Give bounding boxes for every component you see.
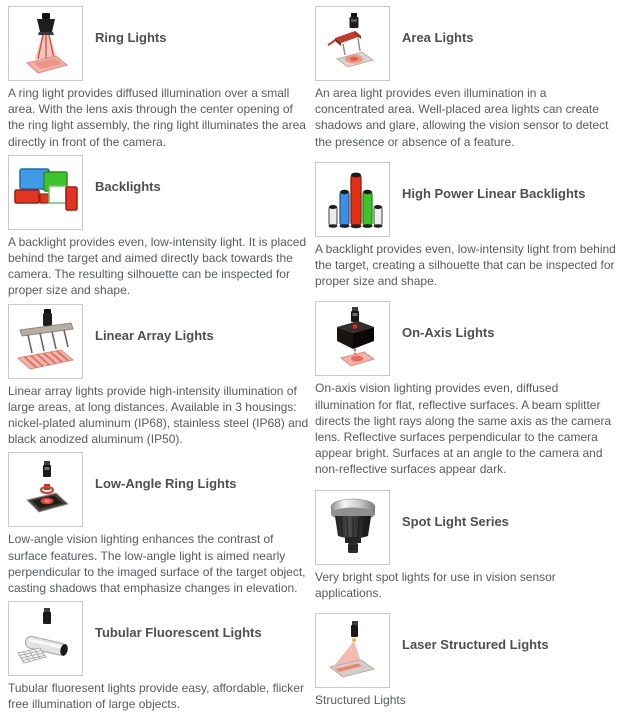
on-axis-lights-title: On-Axis Lights (402, 325, 495, 341)
column-left (8, 6, 309, 720)
laser-structured-lights-description: Structured Lights (315, 693, 406, 708)
light-entry-linear-array-lights (8, 304, 309, 448)
tubular-fluorescent-lights-thumbnail[interactable] (8, 601, 83, 676)
ring-lights-title: Ring Lights (95, 30, 167, 45)
area-lights-thumbnail[interactable] (315, 6, 390, 81)
light-entry-tubular-fluorescent-lights (8, 601, 309, 712)
high-power-linear-backlights-icon (318, 164, 388, 234)
light-entry-spot-light-series (315, 490, 616, 601)
spot-light-series-title: Spot Light Series (402, 513, 509, 529)
ring-lights-icon (11, 9, 81, 79)
linear-array-lights-title: Linear Array Lights (95, 327, 214, 343)
low-angle-ring-lights-title: Low-Angle Ring Lights (95, 476, 237, 492)
on-axis-lights-icon (318, 304, 388, 374)
column-right (315, 6, 616, 720)
tubular-fluorescent-lights-title: Tubular Fluorescent Lights (95, 625, 262, 641)
laser-structured-lights-icon (318, 616, 388, 686)
linear-array-lights-thumbnail[interactable] (8, 304, 83, 379)
area-lights-title: Area Lights (402, 30, 474, 45)
spot-light-series-description: Very bright spot lights for use in vision sensor applications. (315, 569, 556, 600)
backlights-title: Backlights (95, 178, 161, 194)
linear-array-lights-description: Linear array lights provide high-intensity illumination of large areas, at long distances. Available in 3 housings: nickel-plated aluminum (IP68), stainless steel (IP68) and black anodized aluminum (IP50). (8, 383, 309, 447)
backlights-description: A backlight provides even, low-intensity light. It is placed behind the target and aimed directly back towards the camera. The resulting silhouette can be inspected for proper size and shape. (8, 234, 307, 298)
low-angle-ring-lights-icon (11, 455, 81, 525)
area-lights-icon (318, 9, 388, 79)
laser-structured-lights-thumbnail[interactable] (315, 613, 390, 688)
light-entry-on-axis-lights (315, 301, 616, 477)
low-angle-ring-lights-thumbnail[interactable] (8, 452, 83, 527)
high-power-linear-backlights-thumbnail[interactable] (315, 162, 390, 237)
on-axis-lights-description: On-axis vision lighting provides even, diffused illumination for flat, reflective surfaces. A beam splitter directs the light rays along the same axis as the camera lens. Reflective surfaces perpendicular to the camera appear bright. Surfaces at an angle to the camera and non-reflective surfaces appear dark. (315, 381, 612, 477)
high-power-linear-backlights-description: A backlight provides even, low-intensity light from behind the target, creating a silhouette that can be inspected for proper size and shape. (315, 241, 616, 289)
high-power-linear-backlights-title: High Power Linear Backlights (402, 185, 586, 201)
backlights-thumbnail[interactable] (8, 155, 83, 230)
on-axis-lights-thumbnail[interactable] (315, 301, 390, 376)
tubular-fluorescent-lights-icon (11, 604, 81, 674)
low-angle-ring-lights-description: Low-angle vision lighting enhances the contrast of surface features. The low-angle light is aimed nearly perpendicular to the imaged surface of the target object, casting shadows that emphasize changes in elevation. (8, 532, 306, 596)
spot-light-series-thumbnail[interactable] (315, 490, 390, 565)
area-lights-description: An area light provides even illumination in a concentrated area. Well-placed area lights can create shadows and glare, allowing the vision sensor to detect the presence or absence of a feature. (315, 86, 609, 149)
light-entry-ring-lights (8, 6, 309, 150)
light-entry-area-lights (315, 6, 616, 150)
ring-lights-description: A ring light provides diffused illumination over a small area. With the lens axis through the center opening of the ring light assembly, the ring light illuminates the area directly in front of the camera. (8, 86, 306, 149)
light-entry-high-power-linear-backlights (315, 162, 616, 290)
linear-array-lights-icon (11, 306, 81, 376)
backlights-icon (11, 157, 81, 227)
ring-lights-thumbnail[interactable] (8, 6, 83, 81)
light-entry-laser-structured-lights (315, 613, 616, 708)
light-entry-low-angle-ring-lights (8, 452, 309, 596)
laser-structured-lights-title: Laser Structured Lights (402, 637, 549, 653)
spot-light-series-icon (318, 492, 388, 562)
tubular-fluorescent-lights-description: Tubular fluoresent lights provide easy, affordable, flicker free illumination of large objects. (8, 681, 304, 712)
light-entry-backlights (8, 155, 309, 299)
